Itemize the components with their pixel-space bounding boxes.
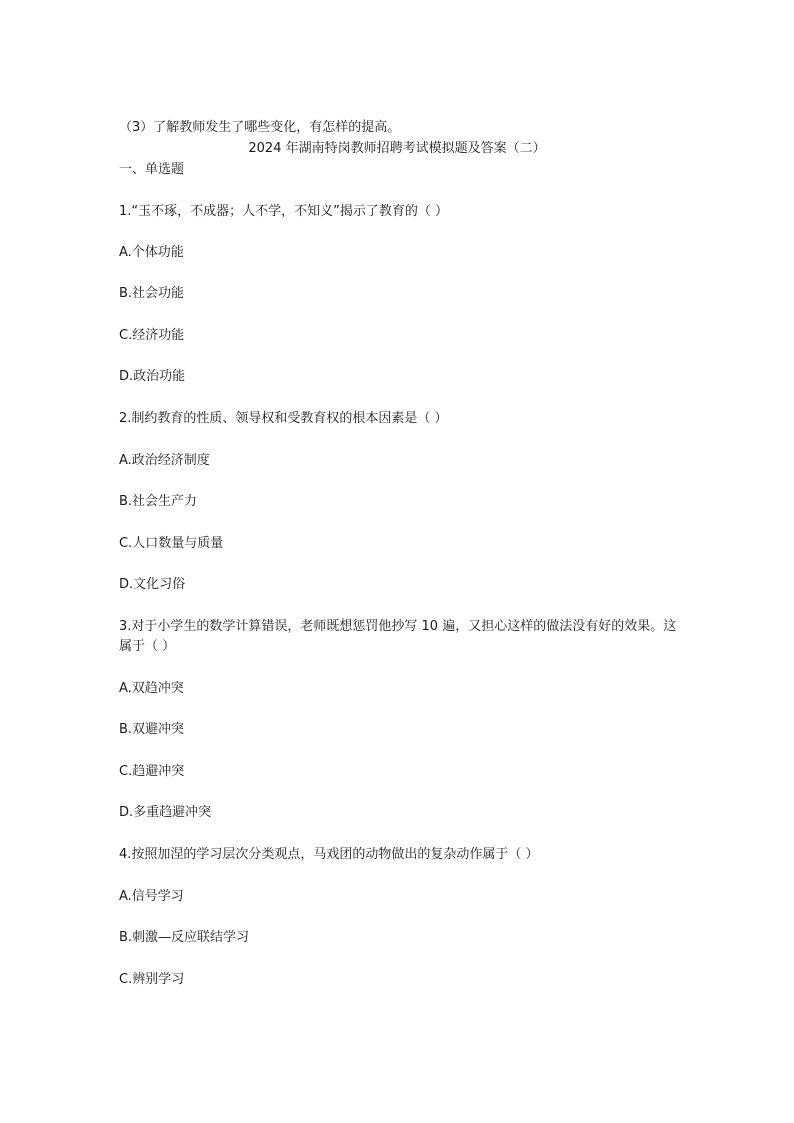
section-heading: 一、单选题 <box>119 162 185 177</box>
question-stem: 2.制约教育的性质、领导权和受教育权的根本因素是（ ） <box>119 411 448 426</box>
option: A.信号学习 <box>119 889 184 904</box>
intro-line: （3）了解教师发生了哪些变化，有怎样的提高。 <box>119 120 401 135</box>
document-title: 2024 年湖南特岗教师招聘考试模拟题及答案（二） <box>248 141 546 156</box>
option: C.趋避冲突 <box>119 764 185 779</box>
question-stem: 3.对于小学生的数学计算错误，老师既想惩罚他抄写 10 遍，又担心这样的做法没有好的效果。这属于（ ） <box>119 619 677 654</box>
option: A.双趋冲突 <box>119 681 184 696</box>
option: D.政治功能 <box>119 369 186 384</box>
option: C.人口数量与质量 <box>119 536 224 551</box>
option: D.多重趋避冲突 <box>119 805 212 820</box>
option: B.社会功能 <box>119 286 185 301</box>
option: C.辨别学习 <box>119 972 185 987</box>
question-stem: 1.“玉不琢，不成器；人不学，不知义”揭示了教育的（ ） <box>119 204 449 219</box>
option: B.双避冲突 <box>119 722 185 737</box>
option: D.文化习俗 <box>119 577 186 592</box>
question-stem: 4.按照加涅的学习层次分类观点，马戏团的动物做出的复杂动作属于（ ） <box>119 847 539 862</box>
option: B.刺激—反应联结学习 <box>119 930 250 945</box>
option: A.政治经济制度 <box>119 453 210 468</box>
option: C.经济功能 <box>119 328 185 343</box>
option: A.个体功能 <box>119 245 184 260</box>
option: B.社会生产力 <box>119 494 198 509</box>
